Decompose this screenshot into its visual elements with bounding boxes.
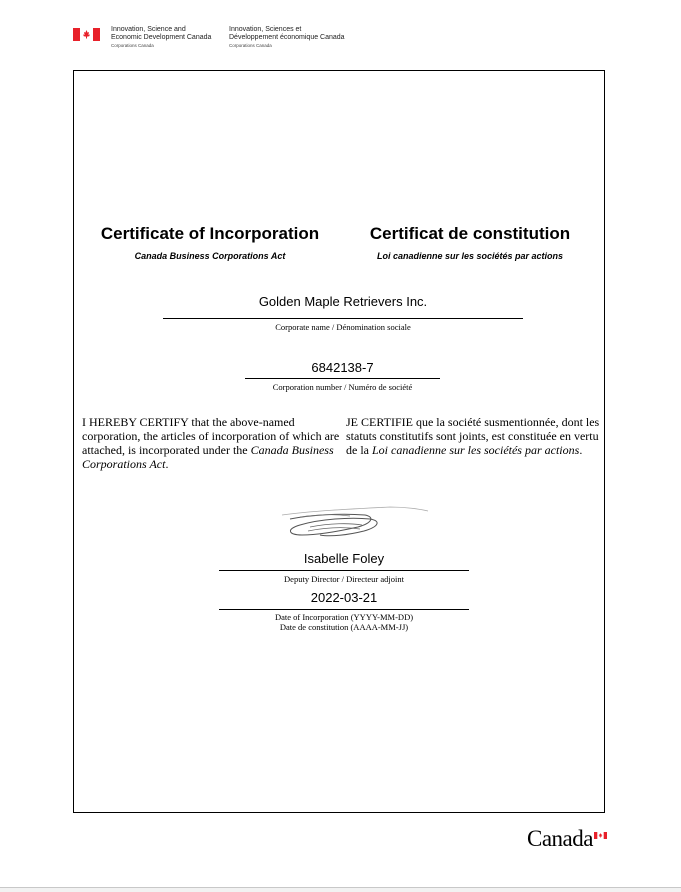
- department-fr-line2: Développement économique Canada: [229, 34, 345, 41]
- canada-flag-icon: [73, 28, 100, 41]
- department-fr-line1: Innovation, Sciences et: [229, 26, 302, 33]
- department-en-line1: Innovation, Science and: [111, 26, 186, 33]
- corporate-name-label: Corporate name / Dénomination sociale: [275, 322, 411, 332]
- signature-image: [280, 505, 430, 547]
- certify-statement-en: [82, 415, 344, 471]
- incorporation-date-label-en: Date of Incorporation (YYYY-MM-DD): [274, 612, 414, 622]
- incorporation-date-label-fr: Date de constitution (AAAA-MM-JJ): [279, 622, 409, 632]
- corporate-name-value: Golden Maple Retrievers Inc.: [258, 294, 428, 309]
- act-name-en: Canada Business Corporations Act: [134, 251, 286, 261]
- canada-wordmark: Canada: [527, 826, 593, 851]
- certify-en-act: Canada Business Corporations Act: [82, 443, 334, 471]
- corporation-number-rule: [245, 378, 440, 379]
- certificate-title-fr: Certificat de constitution: [369, 224, 571, 243]
- incorporation-date-rule: [219, 609, 469, 610]
- corporation-number-value: 6842138-7: [311, 360, 374, 375]
- department-name-fr: [229, 26, 345, 50]
- department-en-sub: Corporations Canada: [111, 43, 154, 48]
- viewer-bottom-edge: [0, 887, 681, 892]
- department-fr-sub: Corporations Canada: [229, 43, 272, 48]
- signatory-title: Deputy Director / Directeur adjoint: [284, 574, 404, 584]
- department-en-line2: Economic Development Canada: [111, 34, 212, 41]
- signatory-name: Isabelle Foley: [303, 551, 385, 566]
- incorporation-date-value: 2022-03-21: [310, 590, 378, 605]
- certify-fr-act: Loi canadienne sur les sociétés par actions: [372, 443, 580, 457]
- certify-en-end: .: [165, 457, 169, 471]
- canada-wordmark-flag-icon: [594, 832, 607, 839]
- certificate-title-en: Certificate of Incorporation: [100, 224, 320, 243]
- certify-fr-end: .: [579, 443, 583, 457]
- act-name-fr: Loi canadienne sur les sociétés par actions: [376, 251, 564, 261]
- corporation-number-label: Corporation number / Numéro de société: [272, 382, 413, 392]
- signatory-rule: [219, 570, 469, 571]
- certify-en-text: I HEREBY CERTIFY that the above-named corporation, the articles of incorporation of which are attached, is incorporated under the: [82, 415, 340, 457]
- certify-fr-text: JE CERTIFIE que la société susmentionnée, dont les statuts constitutifs sont joints, est constituée en vertu de la: [346, 415, 600, 457]
- certify-statement-fr: [346, 415, 608, 457]
- department-name-en: [111, 26, 211, 50]
- corporate-name-rule: [163, 318, 523, 319]
